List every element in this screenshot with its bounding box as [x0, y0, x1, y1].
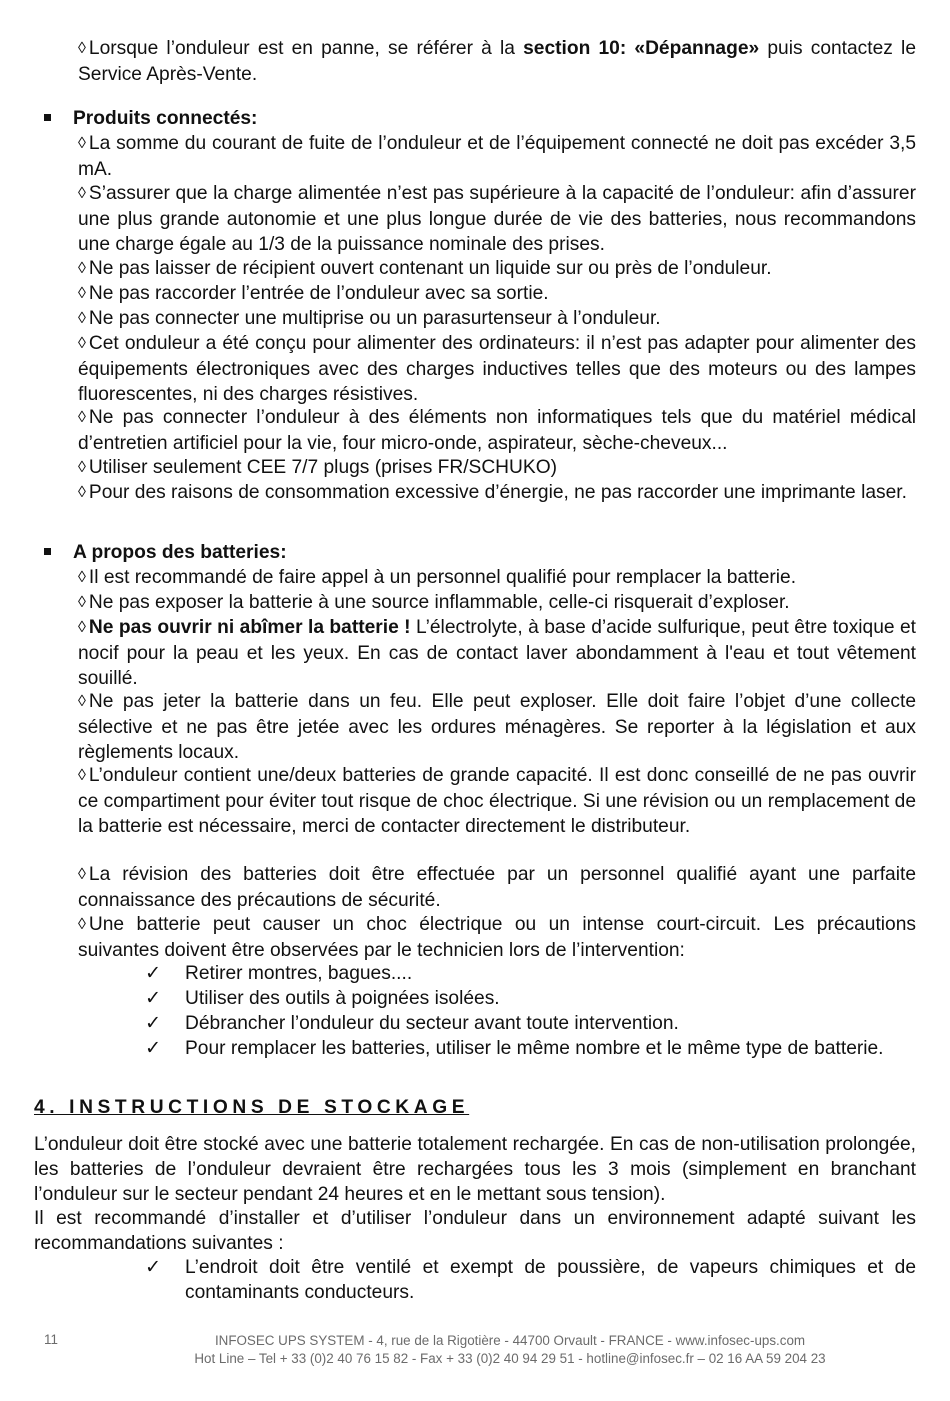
list-item: ◊ Ne pas laisser de récipient ouvert contenant un liquide sur ou près de l’onduleur.	[78, 257, 916, 283]
list-item: ◊ Ne pas raccorder l’entrée de l’onduleur avec sa sortie.	[78, 282, 916, 308]
footer-address: INFOSEC UPS SYSTEM - 4, rue de la Rigotière - 44700 Orvault - FRANCE - www.infosec-ups.com	[214, 1333, 806, 1348]
list-item: ◊ Ne pas connecter l’onduleur à des éléments non informatiques tels que du matériel médical d’entretien artificiel pour la vie, four micro-onde, aspirateur, sèche-cheveux...	[78, 407, 916, 454]
list-item: ◊ La somme du courant de fuite de l’onduleur et de l’équipement connecté ne doit pas excéder 3,5 mA.	[78, 133, 916, 180]
check-item: ✓ Débrancher l’onduleur du secteur avant toute intervention.	[145, 1012, 916, 1037]
list-item: ◊ S’assurer que la charge alimentée n’est pas supérieure à la capacité de l’onduleur: afin d’assurer une plus grande autonomie et une plus longue durée de vie des batteries, nous recommandons une charge égale au 1/3 de la puissance nominale des prises.	[78, 183, 916, 255]
intro-paragraph: ◊ Lorsque l’onduleur est en panne, se référer à la section 10: «Dépannage» puis contactez le Service Après-Vente.	[78, 38, 916, 85]
diamond-bullet-icon: ◊	[78, 310, 86, 327]
list-item: ◊ Utiliser seulement CEE 7/7 plugs (prises FR/SCHUKO)	[78, 456, 916, 482]
diamond-bullet-icon: ◊	[78, 459, 86, 476]
list-item: ◊ Ne pas connecter une multiprise ou un parasurtenseur à l’onduleur.	[78, 307, 916, 333]
produits-heading: Produits connectés:	[44, 107, 257, 132]
diamond-bullet-icon: ◊	[78, 619, 86, 636]
battery-warning: Ne pas ouvrir ni abîmer la batterie !	[88, 617, 411, 638]
stockage-paragraph: Il est recommandé d’installer et d’utiliser l’onduleur dans un environnement adapté suivant les recommandations suivantes :	[34, 1208, 916, 1254]
diamond-bullet-icon: ◊	[78, 260, 86, 277]
list-item: ◊ Il est recommandé de faire appel à un personnel qualifié pour remplacer la batterie.	[78, 566, 916, 592]
list-item: ◊ Cet onduleur a été conçu pour alimenter des ordinateurs: il n’est pas adapter pour alimenter des équipements électroniques avec des charges inductives telles que des moteurs ou des lampes fluorescentes, ni des charges résistives.	[78, 333, 916, 405]
list-item: ◊ Ne pas ouvrir ni abîmer la batterie ! L’électrolyte, à base d’acide sulfurique, peut être toxique et nocif pour la peau et les yeux. En cas de contact laver abondamment à l'eau et tout vêtement souillé.	[78, 617, 916, 689]
diamond-bullet-icon: ◊	[78, 285, 86, 302]
check-mark-icon: ✓	[145, 963, 162, 984]
check-item: ✓ Retirer montres, bagues....	[145, 962, 916, 987]
footer-contact: Hot Line – Tel + 33 (0)2 40 76 15 82 - Fax + 33 (0)2 40 94 29 51 - hotline@infosec.fr – 02 16 AA 59 204 23	[194, 1351, 826, 1366]
list-item: ◊ La révision des batteries doit être effectuée par un personnel qualifié ayant une parfaite connaissance des précautions de sécurité.	[78, 864, 916, 911]
check-mark-icon: ✓	[145, 988, 162, 1009]
diamond-bullet-icon: ◊	[78, 484, 86, 501]
check-item: ✓ L’endroit doit être ventilé et exempt de poussière, de vapeurs chimiques et de contaminants conducteurs.	[145, 1257, 916, 1303]
check-mark-icon: ✓	[145, 1257, 162, 1278]
diamond-bullet-icon: ◊	[78, 135, 86, 152]
page-number: 11	[44, 1332, 58, 1347]
check-mark-icon: ✓	[145, 1038, 162, 1059]
section-reference: section 10: «Dépannage»	[523, 38, 760, 59]
diamond-bullet-icon: ◊	[78, 409, 86, 426]
square-bullet-icon	[44, 548, 51, 555]
list-item: ◊ Pour des raisons de consommation excessive d’énergie, ne pas raccorder une imprimante laser.	[78, 481, 916, 507]
list-item: ◊ Une batterie peut causer un choc électrique ou un intense court-circuit. Les précautions suivantes doivent être observées par le technicien lors de l’intervention:	[78, 914, 916, 961]
batteries-heading: A propos des batteries:	[44, 541, 287, 566]
section-title: 4. INSTRUCTIONS DE STOCKAGE	[34, 1097, 470, 1118]
diamond-bullet-icon: ◊	[78, 693, 86, 710]
diamond-bullet-icon: ◊	[78, 916, 86, 933]
list-item: ◊ Ne pas jeter la batterie dans un feu. Elle peut exploser. Elle doit faire l’objet d’une collecte sélective et ne pas être jetée avec les ordures ménagères. Se reporter à la législation et aux règlements locaux.	[78, 691, 916, 763]
stockage-paragraph: L’onduleur doit être stocké avec une batterie totalement rechargée. En cas de non-utilisation prolongée, les batteries de l’onduleur devraient être rechargées tous les 3 mois (simplement en branchant l’onduleur sur le secteur pendant 24 heures et en le mettant sous tension).	[34, 1134, 916, 1205]
diamond-bullet-icon: ◊	[78, 767, 86, 784]
check-mark-icon: ✓	[145, 1013, 162, 1034]
diamond-bullet-icon: ◊	[78, 866, 86, 883]
diamond-bullet-icon: ◊	[78, 185, 86, 202]
check-item: ✓ Pour remplacer les batteries, utiliser le même nombre et le même type de batterie.	[145, 1037, 916, 1087]
list-item: ◊ L’onduleur contient une/deux batteries de grande capacité. Il est donc conseillé de ne pas ouvrir ce compartiment pour éviter tout risque de choc électrique. Si une révision ou un remplacement de la batterie est nécessaire, merci de contacter directement le distributeur.	[78, 765, 916, 837]
diamond-bullet-icon: ◊	[78, 594, 86, 611]
square-bullet-icon	[44, 114, 51, 121]
list-item: ◊ Ne pas exposer la batterie à une source inflammable, celle-ci risquerait d’exploser.	[78, 591, 916, 617]
check-item: ✓ Utiliser des outils à poignées isolées.	[145, 987, 916, 1012]
diamond-bullet-icon: ◊	[78, 40, 86, 57]
diamond-bullet-icon: ◊	[78, 569, 86, 586]
diamond-bullet-icon: ◊	[78, 335, 86, 352]
